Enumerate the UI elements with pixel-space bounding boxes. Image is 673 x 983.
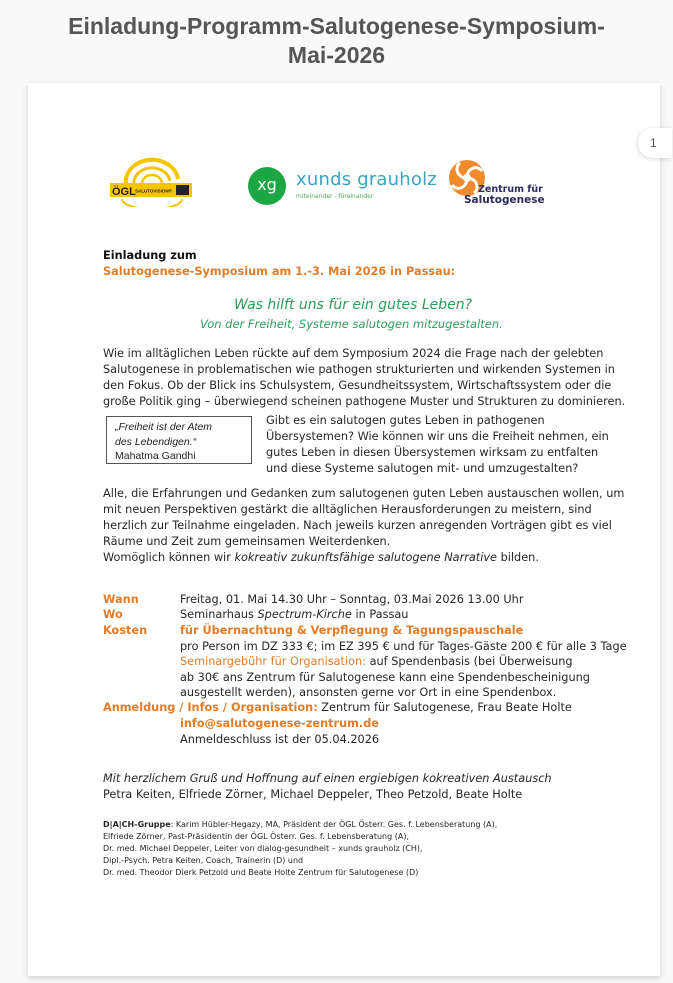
paragraph1-line: Salutogenese in problematischen wie pathogen strukturierten und wirkenden Systemen in	[103, 363, 615, 376]
seminar-fee-label: Seminargebühr für Organisation:	[180, 655, 366, 668]
paragraph3-line: Alle, die Erfahrungen und Gedanken zum salutogenen guten Leben austauschen wollen, um	[103, 487, 625, 500]
paragraph3-last-line	[103, 550, 539, 566]
document-title-line-2: Mai-2026	[287, 42, 386, 68]
paragraph3-line: Räume und Zeit zum gemeinsamen Weiterdenken.	[103, 535, 391, 548]
dach-line-1	[103, 819, 497, 831]
paragraph2-line: und diese Systeme salutogen mit- und umzugestalten?	[266, 462, 579, 475]
text: auf Spendenbasis (bei Überweisung	[366, 655, 573, 668]
kosten-label: Kosten	[103, 624, 148, 637]
zfs-line-1: Zentrum für	[478, 184, 543, 195]
anmeldung-line	[103, 700, 572, 716]
ogl-logo-sub: SALUTOVISION®	[135, 188, 172, 194]
xg-tagline: miteinander - füreinander	[296, 193, 374, 200]
ogl-salutovision-logo	[108, 155, 194, 207]
quote-author: Mahatma Gandhi	[115, 450, 196, 462]
dach-line-3: Dr. med. Michael Deppeler, Leiter von dialog-gesundheit – xunds grauholz (CH),	[103, 844, 423, 853]
seminar-fee-line	[180, 654, 573, 670]
closing-greeting: Mit herzlichem Gruß und Hoffnung auf einen ergiebigen kokreativen Austausch	[103, 772, 552, 785]
seminar-fee-line-3: ausgestellt werden), ansonsten gerne vor Ort in eine Spendenbox.	[180, 686, 557, 699]
contact-email-link[interactable]: info@salutogenese-zentrum.de	[180, 717, 379, 730]
xunds-grauholz-logo	[248, 167, 437, 207]
paragraph1-line: Wie im alltäglichen Leben rückte auf dem Symposium 2024 die Frage nach der gelebten	[103, 347, 604, 360]
wann-label: Wann	[103, 593, 139, 606]
text: bilden.	[497, 551, 539, 564]
paragraph3-line: mit neuen Perspektiven gestärkt die alltäglichen Herausforderungen zu meistern, sind	[103, 503, 592, 516]
anmeldung-value: Zentrum für Salutogenese, Frau Beate Holte	[317, 701, 572, 714]
paragraph3-line: herzlich zur Teilnahme eingeladen. Nach jeweils kurzen anregenden Vorträgen gibt es viel	[103, 519, 612, 532]
text: : Karim Hübler-Hegazy, MA, Präsident der ÖGL Österr. Ges. f. Lebensberatung (A),	[170, 820, 498, 829]
dach-line-4: Dipl.-Psych. Petra Keiten, Coach, Trainerin (D) und	[103, 856, 304, 865]
gandhi-quote-box	[106, 416, 252, 464]
zfs-line-2: Salutogenese	[464, 194, 545, 206]
document-title	[0, 12, 673, 70]
ogl-logo-label: ÖGL	[112, 186, 136, 198]
intro-line-2: Salutogenese-Symposium am 1.-3. Mai 2026 in Passau:	[103, 265, 456, 278]
quote-line-2: des Lebendigen.“	[115, 435, 197, 448]
anmeldung-label: Anmeldung / Infos / Organisation:	[103, 701, 318, 714]
submotto: Von der Freiheit, Systeme salutogen mitzugestalten.	[200, 317, 503, 331]
paragraph1-line: den Fokus. Ob der Blick ins Schulsystem, Gesundheitssystem, Wirtschaftssystem oder die	[103, 379, 612, 392]
paragraph1-line: große Politik ging – überwiegend scheinen pathogene Muster und Strukturen zu dominieren.	[103, 395, 626, 408]
dach-line-2: Elfriede Zörner, Past-Präsidentin der ÖGL Österr. Ges. f. Lebensberatung (A),	[103, 832, 409, 841]
text: Womöglich können wir	[103, 551, 235, 564]
registration-deadline: Anmeldeschluss ist der 05.04.2026	[180, 733, 380, 746]
zentrum-salutogenese-logo	[446, 157, 546, 209]
emphasis-text: kokreativ zukunftsfähige salutogene Narrative	[234, 551, 498, 564]
wann-value: Freitag, 01. Mai 14.30 Uhr – Sonntag, 03.Mai 2026 13.00 Uhr	[180, 593, 524, 606]
paragraph2-line: gutes Leben in diesen Übersystemen wirksam zu entfalten	[266, 446, 599, 459]
paragraph2-line: Übersystemen? Wie können wir uns die Freiheit nehmen, ein	[266, 430, 609, 443]
xg-mark: xg	[248, 167, 286, 205]
kosten-heading: für Übernachtung & Verpflegung & Tagungspauschale	[180, 624, 524, 637]
wo-value	[180, 607, 408, 623]
motto: Was hilft uns für ein gutes Leben?	[234, 297, 473, 313]
seminar-fee-line-2: ab 30€ ans Zentrum für Salutogenese kann eine Spendenbescheinigung	[180, 671, 590, 684]
paragraph2-line: Gibt es ein salutogen gutes Leben in pathogenen	[266, 414, 545, 427]
wo-label: Wo	[103, 608, 123, 621]
intro-line-1: Einladung zum	[103, 249, 197, 262]
closing-names: Petra Keiten, Elfriede Zörner, Michael Deppeler, Theo Petzold, Beate Holte	[103, 788, 523, 801]
logo-row	[0, 155, 673, 215]
zfs-logo-text	[466, 185, 545, 205]
text: Seminarhaus	[180, 608, 258, 621]
page-number-badge[interactable]: 1	[638, 128, 672, 158]
text: in Passau	[351, 608, 409, 621]
quote-line-1: „Freiheit ist der Atem	[115, 421, 213, 433]
kosten-prices: pro Person im DZ 333 €; im EZ 395 € und für Tages-Gäste 200 € für alle 3 Tage	[180, 640, 627, 653]
venue-name: Spectrum-Kirche	[257, 608, 352, 621]
dach-line-5: Dr. med. Theodor Dierk Petzold und Beate Holte Zentrum für Salutogenese (D)	[103, 868, 419, 877]
xg-name: xunds grauholz	[296, 169, 437, 190]
document-title-line-1: Einladung-Programm-Salutogenese-Symposium-	[68, 13, 605, 39]
dach-label: D|A|CH-Gruppe	[103, 820, 171, 829]
